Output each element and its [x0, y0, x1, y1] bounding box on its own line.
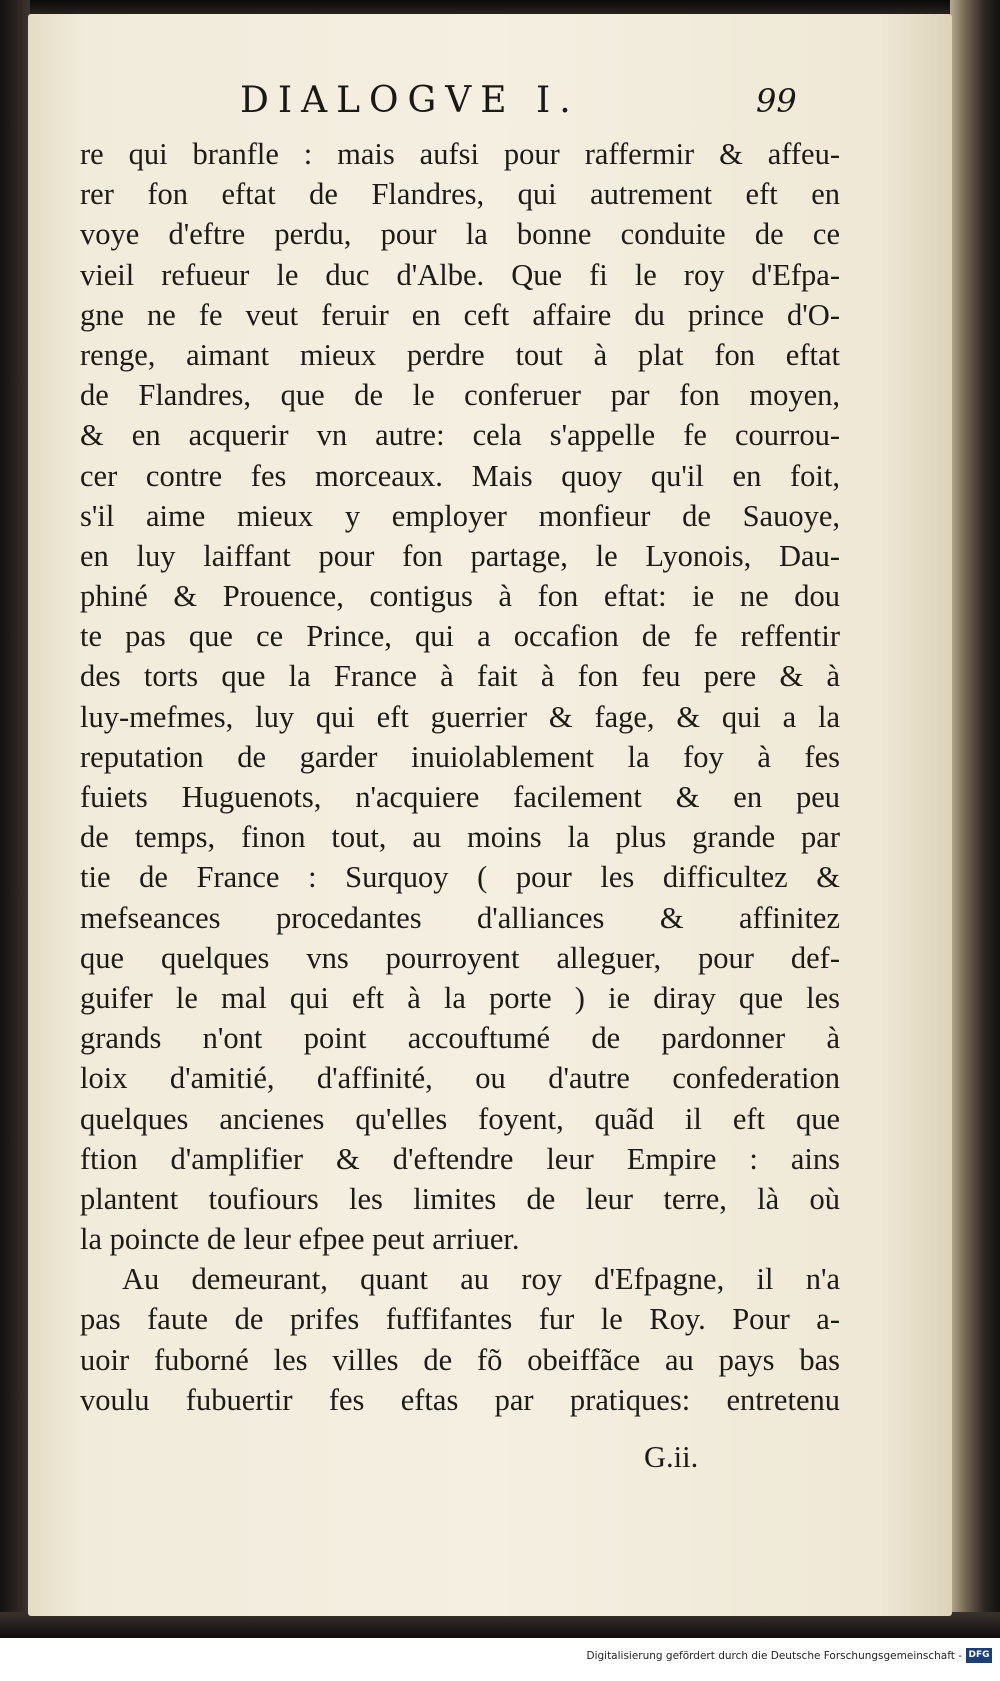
text-line: que quelques vns pourroyent alleguer, pour def- — [80, 940, 840, 975]
running-head-title: DIALOGVE I. — [240, 80, 580, 121]
text-line: fuiets Huguenots, n'acquiere facilement & en peu — [80, 780, 840, 814]
text-line: grands n'ont point accouftumé de pardonner à — [80, 1021, 840, 1056]
running-head — [28, 74, 952, 134]
book-edge-left — [0, 0, 30, 1635]
digitization-footer — [0, 1638, 1000, 1681]
text-line: des torts que la France à fait à fon feu pere & à — [80, 659, 840, 694]
text-line: renge, aimant mieux perdre tout à plat fon eftat — [80, 337, 840, 372]
text-line: uoir fuborné les villes de fõ obeiffãce au pays bas — [80, 1342, 840, 1377]
text-line: s'il aime mieux y employer monfieur de Sauoye, — [80, 498, 840, 533]
text-line: mefseances procedantes d'alliances & affinitez — [80, 900, 840, 935]
text-line: phiné & Prouence, contigus à fon eftat: ie ne dou — [80, 579, 840, 614]
text-line: & en acquerir vn autre: cela s'appelle fe courrou- — [80, 418, 840, 453]
text-line: vieil refueur le duc d'Albe. Que fi le roy d'Efpa- — [80, 257, 840, 292]
text-line: rer fon eftat de Flandres, qui autrement eft en — [80, 177, 840, 212]
text-line: de temps, finon tout, au moins la plus grande par — [80, 820, 840, 855]
paragraph-start-line: Au demeurant, quant au roy d'Efpagne, il n'a — [122, 1262, 840, 1297]
text-line: re qui branfle : mais aufsi pour raffermir & affeu- — [80, 137, 840, 171]
funding-credit: Digitalisierung gefördert durch die Deutsche Forschungsgemeinschaft - — [586, 1650, 962, 1662]
book-edge-right — [950, 0, 1000, 1635]
text-line: tie de France : Surquoy ( pour les difficultez & — [80, 860, 840, 895]
dfg-logo: DFG — [966, 1648, 992, 1663]
text-line: guifer le mal qui eft à la porte ) ie diray que les — [80, 980, 840, 1015]
text-line: voulu fubuertir fes eftas par pratiques: entretenu — [80, 1382, 840, 1417]
text-line: plantent toufiours les limites de leur terre, là où — [80, 1181, 840, 1216]
signature-mark: G.ii. — [644, 1440, 699, 1474]
text-line: ftion d'amplifier & d'eftendre leur Empire : ains — [80, 1141, 840, 1176]
text-line: te pas que ce Prince, qui a occafion de fe reffentir — [80, 619, 840, 654]
text-line: pas faute de prifes fuffifantes fur le Roy. Pour a- — [80, 1302, 840, 1337]
text-line: gne ne fe veut feruir en ceft affaire du prince d'O- — [80, 297, 840, 332]
text-line: cer contre fes morceaux. Mais quoy qu'il en foit, — [80, 458, 840, 493]
book-page — [28, 14, 952, 1616]
text-line: quelques ancienes qu'elles foyent, quãd il eft que — [80, 1101, 840, 1136]
text-line: de Flandres, que de le conferuer par fon moyen, — [80, 378, 840, 413]
paragraph-end-line: la poincte de leur efpee peut arriuer. — [80, 1222, 520, 1257]
page-number: 99 — [756, 82, 797, 120]
text-line: voye d'eftre perdu, pour la bonne conduite de ce — [80, 217, 840, 252]
text-line: loix d'amitié, d'affinité, ou d'autre confederation — [80, 1061, 840, 1096]
text-line: luy-mefmes, luy qui eft guerrier & fage, & qui a la — [80, 699, 840, 734]
body-text — [80, 134, 840, 1420]
text-line: en luy laiffant pour fon partage, le Lyonois, Dau- — [80, 538, 840, 573]
text-line: reputation de garder inuiolablement la foy à fes — [80, 739, 840, 774]
